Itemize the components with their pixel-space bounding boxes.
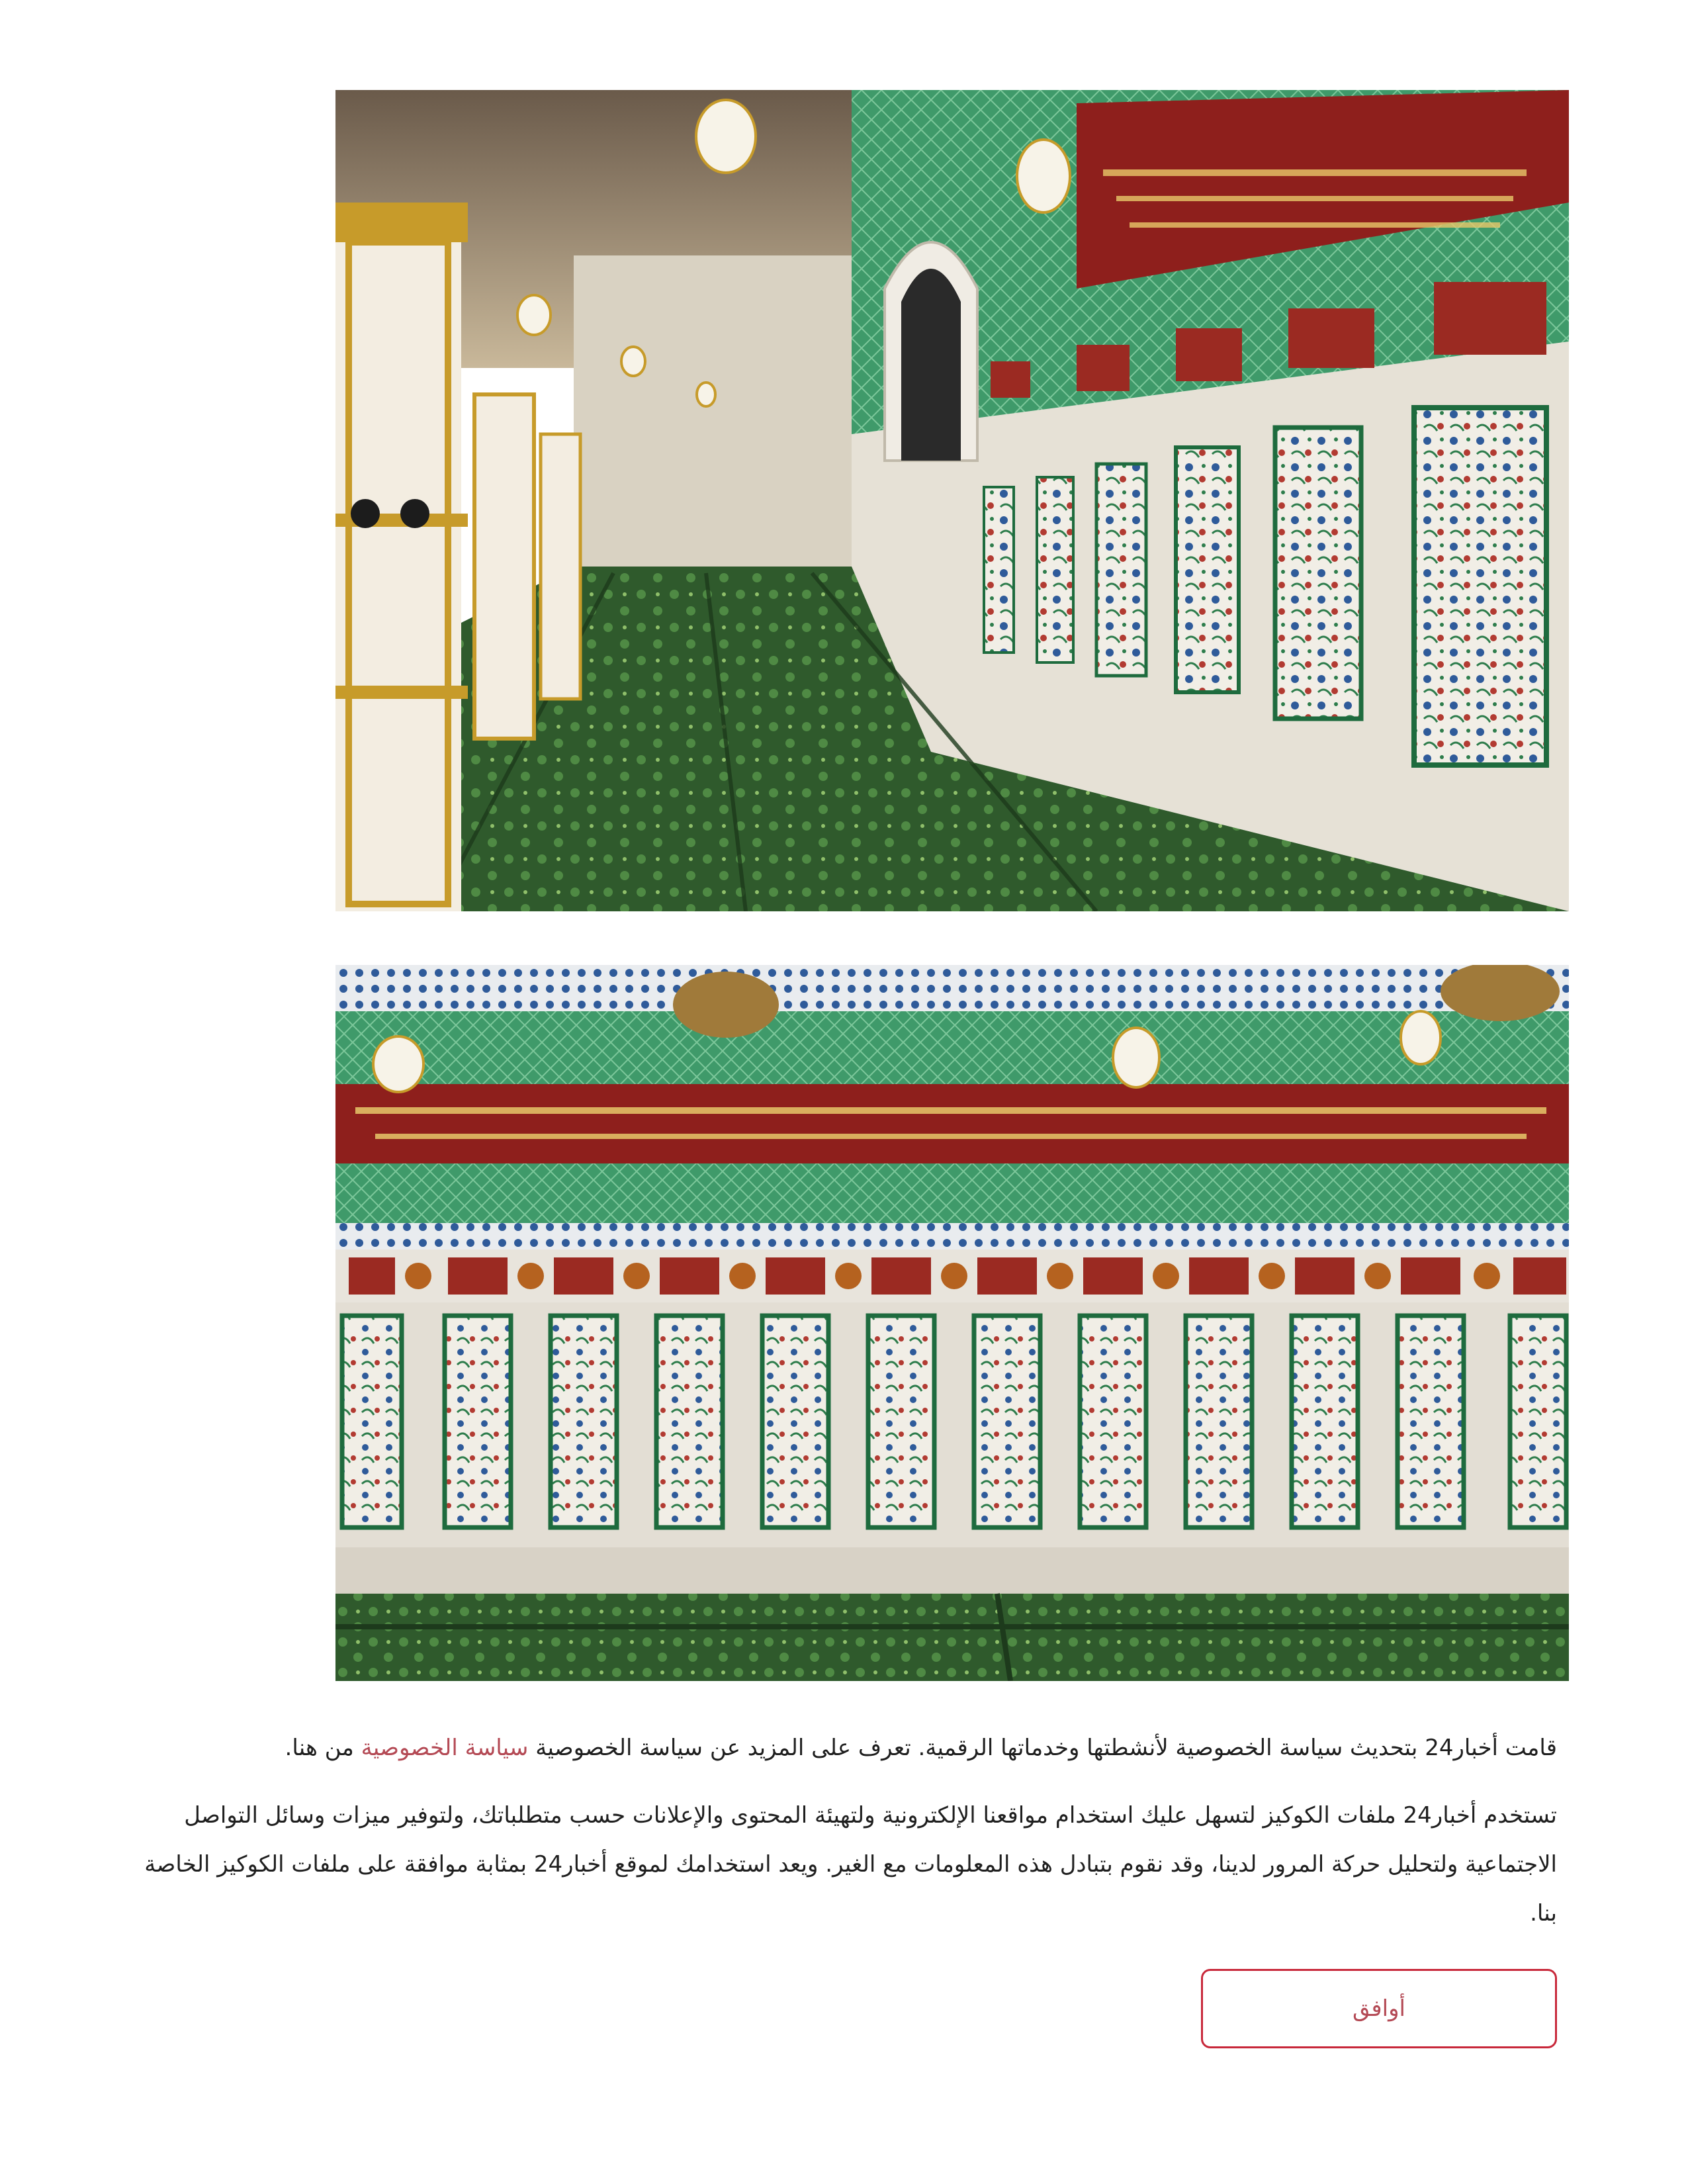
agree-button[interactable]: أوافق: [1201, 1969, 1557, 2048]
cookies-notice: تستخدم أخبار24 ملفات الكوكيز لتسهل عليك استخدام مواقعنا الإلكترونية ولتهيئة المحتوى والإعلانات حسب متطلباتك، ولتوفير ميزات وسائل التواصل الاجتماعية ولتحليل حركة المرور لدينا، وقد نقوم بتبادل هذه المعلومات مع الغير. ويعد استخدامك لموقع أخبار24 بمثابة موافقة على ملفات الكوكيز الخاصة بنا.: [144, 1802, 1557, 1927]
privacy-notice-text: قامت أخبار24 بتحديث سياسة الخصوصية لأنشطتها وخدماتها الرقمية. تعرف على المزيد عن سياسة الخصوصية: [528, 1735, 1557, 1761]
mosque-wall-photo: [335, 965, 1569, 1681]
privacy-policy-link[interactable]: سياسة الخصوصية: [361, 1735, 529, 1761]
mosque-corridor-photo: [335, 90, 1569, 911]
privacy-notice-suffix: من هنا.: [285, 1735, 361, 1761]
privacy-notice: [134, 1723, 1557, 1772]
